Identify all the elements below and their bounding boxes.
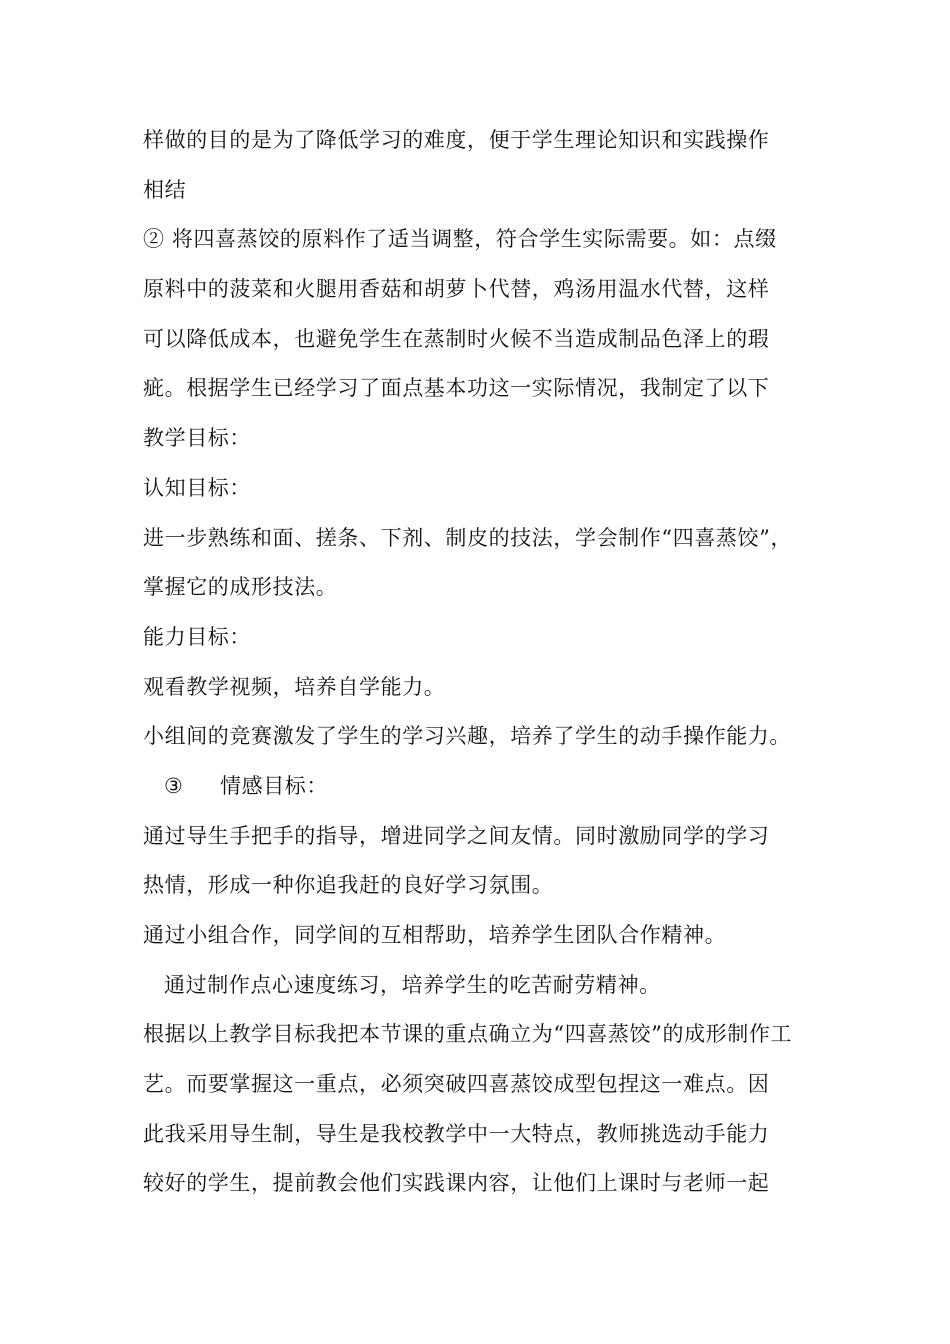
section-number: ③ (164, 773, 184, 798)
text-line: 热情，形成一种你追我赶的良好学习氛围。 (143, 873, 554, 898)
text-line: 进一步熟练和面、搓条、下剂、制皮的技法，学会制作“四喜蒸饺”， (143, 525, 793, 550)
section-title: 情感目标： (220, 773, 328, 798)
text-line: 疵。根据学生已经学习了面点基本功这一实际情况，我制定了以下 (143, 376, 770, 401)
section-label-emotional (143, 762, 823, 812)
text-line: 掌握它的成形技法。 (143, 575, 338, 600)
text-line: 原料中的菠菜和火腿用香菇和胡萝卜代替，鸡汤用温水代替，这样 (143, 277, 770, 302)
text-line: 通过导生手把手的指导，增进同学之间友情。同时激励同学的学习 (143, 823, 770, 848)
text-line: ② 将四喜蒸饺的原料作了适当调整，符合学生实际需要。如：点缀 (143, 227, 777, 252)
section-label-cognitive: 认知目标： (143, 475, 251, 500)
text-line: 此我采用导生制，导生是我校教学中一大特点，教师挑选动手能力 (143, 1121, 770, 1146)
text-line: 观看教学视频，培养自学能力。 (143, 674, 446, 699)
text-line: 通过小组合作，同学间的互相帮助，培养学生团队合作精神。 (143, 923, 727, 947)
text-line: 相结 (143, 177, 187, 202)
text-line: 教学目标： (143, 426, 251, 451)
text-line: 样做的目的是为了降低学习的难度，便于学生理论知识和实践操作 (143, 128, 770, 152)
text-line: 较好的学生，提前教会他们实践课内容，让他们上课时与老师一起 (143, 1171, 770, 1196)
text-line: 可以降低成本，也避免学生在蒸制时火候不当造成制品色泽上的瑕 (143, 326, 770, 351)
text-line: 根据以上教学目标我把本节课的重点确立为“四喜蒸饺”的成形制作工 (143, 1022, 793, 1047)
text-line: 小组间的竞赛激发了学生的学习兴趣，培养了学生的动手操作能力。 (143, 724, 791, 749)
text-line: 艺。而要掌握这一重点，必须突破四喜蒸饺成型包捏这一难点。因 (143, 1072, 770, 1097)
text-line: 通过制作点心速度练习，培养学生的吃苦耐劳精神。 (164, 972, 661, 997)
section-label-ability: 能力目标： (143, 624, 251, 649)
document-body (143, 116, 823, 1209)
